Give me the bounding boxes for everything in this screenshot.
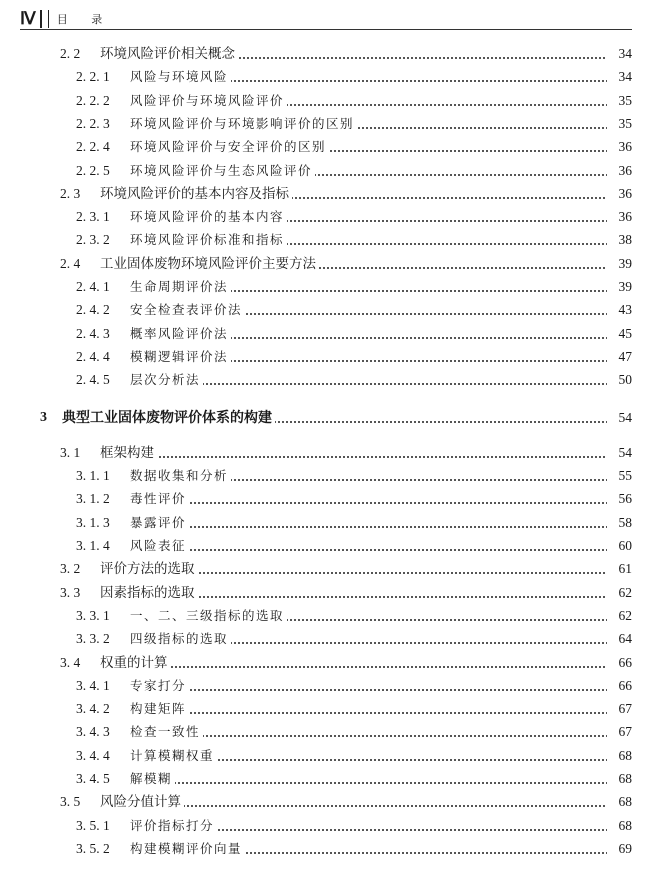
toc-entry (0, 513, 652, 533)
toc-entry-page: 50 (607, 370, 632, 390)
toc-entry-page: 34 (607, 44, 632, 64)
toc-entry-title: 模糊逻辑评价法 (130, 347, 231, 367)
toc-leader-dots (100, 443, 612, 463)
toc-entry-number: 3. 1. 1 (76, 468, 110, 484)
toc-entry-title: 环境风险评价与环境影响评价的区别 (130, 114, 357, 134)
toc-leader-dots (130, 536, 612, 556)
toc-entry (0, 324, 652, 344)
toc-entry-page: 36 (607, 184, 632, 204)
toc-entry-page: 54 (607, 408, 632, 428)
toc-entry-title: 权重的计算 (100, 653, 171, 673)
toc-entry-title: 毒性评价 (130, 489, 189, 509)
toc-entry (0, 300, 652, 320)
header-divider-bars (40, 10, 49, 28)
toc-entry-number: 2. 4. 5 (76, 372, 110, 388)
toc-entry-number: 3. 1. 4 (76, 538, 110, 553)
toc-entry-title: 专家打分 (130, 676, 189, 696)
toc-entry-number: 3. 3. 2 (76, 631, 110, 647)
toc-entry-title: 评价方法的选取 (100, 559, 198, 579)
header-title: 目 录 (56, 13, 113, 26)
toc-entry-number: 3. 3. 1 (76, 607, 110, 623)
toc-entry-title: 框架构建 (100, 443, 157, 463)
toc-entry-page: 36 (607, 137, 632, 157)
toc-entry-title: 环境风险评价的基本内容 (130, 207, 287, 227)
toc-entry (0, 408, 652, 428)
toc-entry-title: 安全检查表评价法 (130, 300, 245, 320)
toc-entry-page: 67 (607, 722, 632, 742)
toc-entry-page: 56 (607, 489, 632, 509)
toc-entry-page: 58 (607, 513, 632, 533)
toc-entry-page: 68 (607, 816, 632, 836)
toc-entry-page: 60 (607, 536, 632, 556)
toc-entry-page: 36 (607, 207, 632, 227)
toc-entry-title: 解模糊 (130, 769, 175, 789)
toc-entry (0, 277, 652, 297)
toc-leader-dots (130, 513, 612, 533)
toc-entry-page: 64 (607, 629, 632, 649)
toc-entry (0, 370, 652, 390)
toc-entry-title: 环境风险评价与生态风险评价 (130, 161, 315, 181)
toc-entry-number: 2. 2. 4 (76, 139, 110, 155)
toc-entry-page: 66 (607, 653, 632, 673)
toc-entry-page: 34 (607, 67, 632, 87)
toc-entry-number: 2. 4. 3 (76, 325, 110, 341)
toc-entry (0, 699, 652, 719)
toc-entry-title: 构建矩阵 (130, 699, 189, 719)
toc-entry (0, 67, 652, 87)
toc-entry (0, 559, 652, 579)
toc-entry-page: 66 (607, 676, 632, 696)
toc-entry (0, 443, 652, 463)
toc-entry-title: 层次分析法 (130, 370, 203, 390)
toc-entry-page: 47 (607, 347, 632, 367)
toc-entry-title: 计算模糊权重 (130, 746, 217, 766)
toc-entry-number: 3. 2 (60, 561, 81, 577)
toc-entry-page: 61 (607, 559, 632, 579)
toc-entry-page: 55 (607, 466, 632, 486)
toc-entry-number: 3. 4. 5 (76, 771, 110, 786)
toc-entry-page: 68 (607, 746, 632, 766)
toc-entry (0, 606, 652, 626)
toc-entry (0, 839, 652, 859)
toc-entry-page: 43 (607, 300, 632, 320)
toc-entry (0, 184, 652, 204)
toc-entry-number: 3. 1 (60, 444, 81, 460)
toc-entry (0, 466, 652, 486)
toc-entry (0, 816, 652, 836)
page-header (20, 8, 112, 30)
toc-entry (0, 207, 652, 227)
toc-entry-title: 环境风险评价的基本内容及指标 (100, 184, 292, 204)
toc-entry-title: 工业固体废物环境风险评价主要方法 (100, 254, 319, 274)
toc-leader-dots (130, 676, 612, 696)
toc-entry-title: 环境风险评价标准和指标 (130, 230, 287, 250)
toc-leader-dots (130, 699, 612, 719)
toc-entry-title: 暴露评价 (130, 513, 189, 533)
toc-entry-page: 38 (607, 230, 632, 250)
toc-entry (0, 676, 652, 696)
toc-entry-page: 67 (607, 699, 632, 719)
toc-entry-title: 构建模糊评价向量 (130, 839, 245, 859)
toc-entry (0, 629, 652, 649)
toc-entry (0, 653, 652, 673)
toc-entry-title: 环境风险评价相关概念 (100, 44, 238, 64)
toc-entry-number: 2. 2. 3 (76, 115, 110, 131)
toc-entry-title: 风险与环境风险 (130, 67, 231, 87)
toc-entry-title: 概率风险评价法 (130, 324, 231, 344)
toc-entry-title: 风险分值计算 (100, 792, 184, 812)
toc-entry-number: 3. 5 (60, 794, 81, 810)
toc-entry (0, 792, 652, 812)
toc-entry (0, 44, 652, 64)
toc-entry (0, 722, 652, 742)
toc-entry (0, 161, 652, 181)
toc-entry-number: 2. 3. 1 (76, 209, 110, 225)
toc-entry-number: 2. 2 (60, 46, 81, 61)
toc-entry-number: 3. 5. 1 (76, 817, 110, 833)
toc-entry-number: 3. 4. 3 (76, 724, 110, 740)
toc-entry-number: 3. 5. 2 (76, 840, 110, 856)
toc-entry-title: 四级指标的选取 (130, 629, 231, 649)
toc-entry (0, 769, 652, 789)
toc-entry-title: 数据收集和分析 (130, 466, 231, 486)
toc-entry-page: 35 (607, 114, 632, 134)
toc-entry-title: 检查一致性 (130, 722, 203, 742)
toc-entry (0, 230, 652, 250)
toc-leader-dots (130, 489, 612, 509)
toc-entry-number: 2. 2. 5 (76, 162, 110, 178)
toc-entry-title: 环境风险评价与安全评价的区别 (130, 137, 329, 157)
toc-entry-page: 54 (607, 443, 632, 463)
toc-entry-page: 36 (607, 161, 632, 181)
toc-entry (0, 536, 652, 556)
toc-entry-page: 35 (607, 91, 632, 111)
toc-entry-title: 生命周期评价法 (130, 277, 231, 297)
toc-entry-number: 2. 4 (60, 255, 81, 271)
toc-entry-number: 3. 4. 4 (76, 747, 110, 763)
toc-entry-page: 68 (607, 792, 632, 812)
toc-leader-dots (130, 769, 612, 789)
page-number-roman: Ⅳ (20, 9, 35, 28)
toc-entry (0, 347, 652, 367)
toc-entry-title: 因素指标的选取 (100, 583, 198, 603)
toc-entry-number: 3. 4 (60, 654, 81, 670)
toc-entry-number: 3. 3 (60, 584, 81, 600)
toc-entry-number: 3. 1. 3 (76, 514, 110, 530)
toc-entry-page: 62 (607, 606, 632, 626)
toc-entry-title: 风险表征 (130, 536, 189, 556)
toc-entry (0, 114, 652, 134)
toc-leader-dots (100, 653, 612, 673)
toc-entry-title: 风险评价与环境风险评价 (130, 91, 287, 111)
toc-entry-number: 2. 3 (60, 185, 81, 201)
toc-entry-title: 评价指标打分 (130, 816, 217, 836)
toc-entry-number: 3. 1. 2 (76, 491, 110, 507)
toc-entry (0, 254, 652, 274)
toc-entry-number: 2. 4. 4 (76, 348, 110, 364)
toc-entry-page: 69 (607, 839, 632, 859)
toc-entry (0, 137, 652, 157)
toc-entry-page: 39 (607, 277, 632, 297)
toc-entry-number: 2. 3. 2 (76, 232, 110, 248)
toc-entry (0, 583, 652, 603)
toc-entry-number: 3 (40, 409, 47, 425)
toc-entry-number: 3. 4. 2 (76, 701, 110, 717)
header-rule (20, 29, 632, 30)
toc-entry (0, 746, 652, 766)
toc-entry-page: 62 (607, 583, 632, 603)
toc-entry (0, 489, 652, 509)
toc-entry (0, 91, 652, 111)
toc-entry-number: 2. 4. 2 (76, 302, 110, 318)
toc-entry-page: 68 (607, 769, 632, 789)
toc-entry-title: 典型工业固体废物评价体系的构建 (62, 408, 275, 428)
toc-entry-number: 2. 4. 1 (76, 279, 110, 294)
toc-entry-number: 3. 4. 1 (76, 677, 110, 693)
toc-entry-page: 45 (607, 324, 632, 344)
toc-entry-title: 一、二、三级指标的选取 (130, 606, 287, 626)
toc-entry-number: 2. 2. 2 (76, 92, 110, 108)
toc-entry-number: 2. 2. 1 (76, 69, 110, 85)
toc-entry-page: 39 (607, 254, 632, 274)
